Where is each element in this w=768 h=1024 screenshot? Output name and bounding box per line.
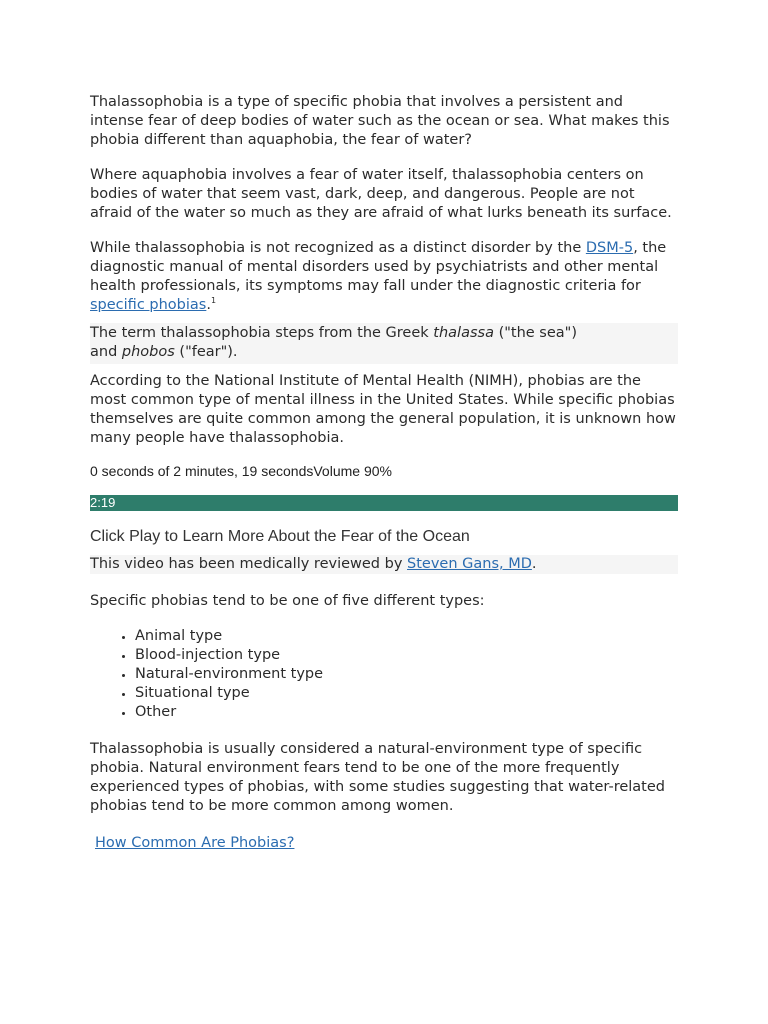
reviewer-link[interactable]: Steven Gans, MD [407, 556, 532, 572]
dsm-text-middle: , the diagnostic manual of mental disorders used by psychiatrists and other mental health professionals, its symptoms may fall under the diagnostic criteria for [90, 240, 667, 294]
natural-environment-paragraph: Thalassophobia is usually considered a natural-environment type of specific phobia. Natural environment fears tend to be one of the more frequently experienced types of phobias, with some studies suggesting that water-related phobias tend to be more common among women. [90, 741, 665, 814]
etymology-line-1 [90, 324, 678, 343]
types-intro-paragraph: Specific phobias tend to be one of five different types: [90, 593, 485, 609]
video-duration: 2:19 [90, 495, 116, 510]
video-progress-bar[interactable] [90, 495, 678, 511]
medical-review-note [90, 555, 678, 574]
list-item: • Natural-environment type [135, 665, 680, 684]
related-article [90, 834, 680, 853]
etymology-text-2: ("the sea") [493, 325, 577, 341]
video-title: Click Play to Learn More About the Fear of the Ocean [90, 528, 470, 545]
list-item: • Blood-injection type [135, 646, 680, 665]
dsm-paragraph [90, 239, 680, 315]
etymology-text-1: The term thalassophobia steps from the Greek [90, 325, 434, 341]
etymology-text-4: ("fear"). [174, 344, 238, 360]
intro-paragraph: Thalassophobia is a type of specific phobia that involves a persistent and intense fear of deep bodies of water such as the ocean or sea. What makes this phobia different than aquaphobia, the fear of water? [90, 94, 670, 148]
dsm5-link[interactable]: DSM-5 [585, 240, 634, 256]
article-body [90, 93, 680, 853]
list-item: • Other [135, 703, 680, 722]
related-article-link[interactable]: How Common Are Phobias? [95, 835, 295, 851]
nimh-paragraph: According to the National Institute of Mental Health (NIMH), phobias are the most common type of mental illness in the United States. While specific phobias themselves are quite common among the general population, it is unknown how many people have thalassophobia. [90, 373, 676, 446]
thalassa-term: thalassa [433, 325, 494, 341]
specific-phobias-link[interactable]: specific phobias [90, 297, 207, 313]
footnote-marker[interactable]: 1 [210, 296, 217, 306]
phobos-term: phobos [121, 344, 175, 360]
phobia-types-list [90, 627, 680, 722]
video-progress-fill [90, 495, 678, 511]
etymology-text-3: and [90, 344, 122, 360]
etymology-callout [90, 323, 678, 364]
reviewed-suffix: . [531, 556, 537, 572]
list-item: • Animal type [135, 627, 680, 646]
aquaphobia-paragraph: Where aquaphobia involves a fear of water itself, thalassophobia centers on bodies of water that seem vast, dark, deep, and dangerous. People are not afraid of the water so much as they are afraid of what lurks beneath its surface. [90, 167, 672, 221]
video-status-text: 0 seconds of 2 minutes, 19 secondsVolume 90% [90, 463, 392, 479]
reviewed-prefix: This video has been medically reviewed by [90, 556, 408, 572]
list-item: • Situational type [135, 684, 680, 703]
etymology-line-2 [90, 343, 678, 362]
dsm-text-before: While thalassophobia is not recognized as a distinct disorder by the [90, 240, 586, 256]
dsm-text-end: . [206, 297, 211, 313]
